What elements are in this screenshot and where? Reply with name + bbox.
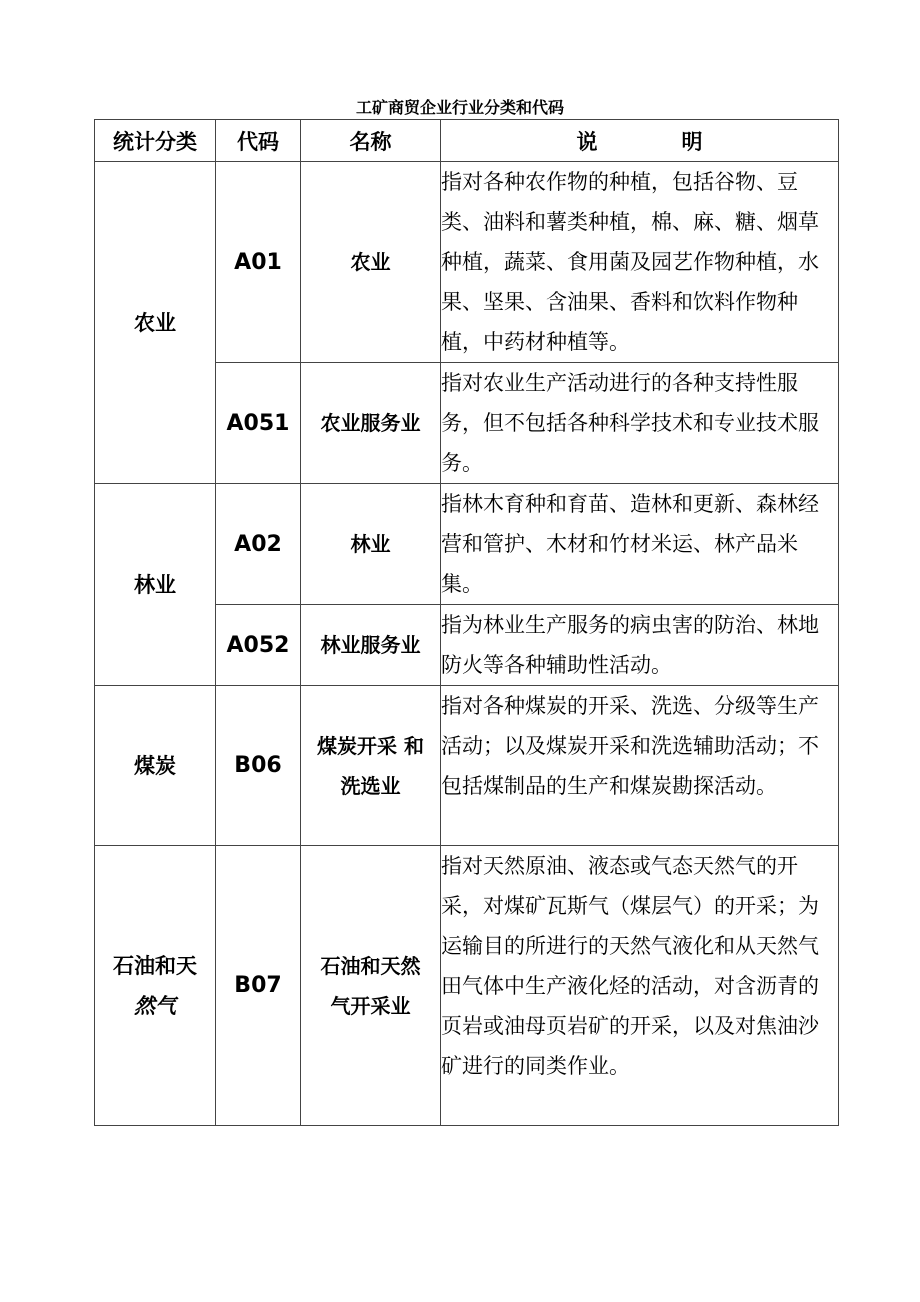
category-cell (95, 846, 216, 1126)
category-cell: 农业 (95, 162, 216, 484)
name-cell: 林业 (301, 484, 441, 605)
name-cell (301, 686, 441, 846)
code-cell: A02 (216, 484, 301, 605)
name-line-1: 煤炭开采 和 (317, 733, 424, 758)
description-cell: 指对天然原油、液态或气态天然气的开采，对煤矿瓦斯气（煤层气）的开采；为运输目的所进行的天然气液化和从天然气田气体中生产液化烃的活动，对含沥青的页岩或油母页岩矿的开采，以及对焦油沙矿进行的同类作业。 (441, 846, 839, 1126)
description-cell: 指对各种煤炭的开采、洗选、分级等生产活动；以及煤炭开采和洗选辅助活动；不包括煤制品的生产和煤炭勘探活动。 (441, 686, 839, 846)
header-description: 说 明 (441, 120, 839, 162)
header-category: 统计分类 (95, 120, 216, 162)
description-cell: 指对各种农作物的种植，包括谷物、豆类、油料和薯类种植，棉、麻、糖、烟草种植，蔬菜、食用菌及园艺作物种植，水果、坚果、含油果、香料和饮料作物种植，中药材种植等。 (441, 162, 839, 363)
category-line-1: 石油和天 (113, 953, 197, 978)
table-row (95, 846, 839, 1126)
name-line-2: 气开采业 (330, 993, 411, 1018)
header-name: 名称 (301, 120, 441, 162)
category-line-2: 然气 (134, 993, 176, 1018)
name-line-1: 石油和天然 (320, 953, 421, 978)
description-cell: 指对农业生产活动进行的各种支持性服务，但不包括各种科学技术和专业技术服务。 (441, 363, 839, 484)
table-row (95, 484, 839, 605)
name-cell: 农业服务业 (301, 363, 441, 484)
table-header-row (95, 120, 839, 162)
code-cell: B06 (216, 686, 301, 846)
description-cell: 指为林业生产服务的病虫害的防治、林地防火等各种辅助性活动。 (441, 605, 839, 686)
code-cell: A052 (216, 605, 301, 686)
category-cell: 林业 (95, 484, 216, 686)
industry-classification-table (94, 119, 839, 1126)
description-cell: 指林木育种和育苗、造林和更新、森林经营和管护、木材和竹材米运、林产品米集。 (441, 484, 839, 605)
code-cell: A01 (216, 162, 301, 363)
category-cell: 煤炭 (95, 686, 216, 846)
header-code: 代码 (216, 120, 301, 162)
table-row (95, 162, 839, 363)
code-cell: A051 (216, 363, 301, 484)
document-title: 工矿商贸企业行业分类和代码 (355, 98, 564, 117)
table-row (95, 686, 839, 846)
name-cell: 农业 (301, 162, 441, 363)
code-cell: B07 (216, 846, 301, 1126)
name-cell: 林业服务业 (301, 605, 441, 686)
name-line-2: 洗选业 (340, 773, 401, 798)
name-cell (301, 846, 441, 1126)
